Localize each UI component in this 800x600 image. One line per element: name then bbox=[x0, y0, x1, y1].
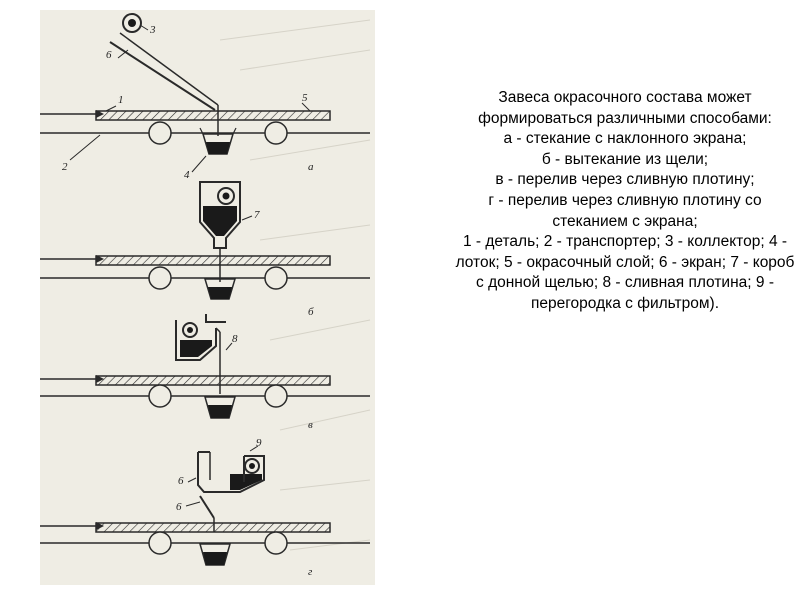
caption-method-a: а - стекание с наклонного экрана; bbox=[503, 130, 747, 148]
scheme-d bbox=[40, 437, 370, 578]
panel-label-b: б bbox=[308, 306, 314, 318]
num-9-label: 9 bbox=[256, 437, 262, 449]
paint-curtain-schemes bbox=[40, 10, 375, 585]
screen-d bbox=[200, 496, 214, 518]
num-6-lower-label: 6 bbox=[176, 501, 182, 513]
num-8-label: 8 bbox=[232, 333, 238, 345]
background-texture bbox=[220, 20, 370, 550]
caption-method-c: в - перелив через сливную плотину; bbox=[495, 171, 755, 189]
part-a bbox=[96, 111, 330, 120]
num-2-label: 2 bbox=[62, 161, 68, 173]
figure-caption bbox=[455, 88, 795, 315]
panel-label-a: а bbox=[308, 161, 314, 173]
scheme-a bbox=[40, 14, 370, 181]
scheme-figure bbox=[40, 10, 375, 585]
panel-label-d: г bbox=[308, 566, 313, 578]
panel-label-c: в bbox=[308, 419, 313, 431]
num-1-label: 1 bbox=[118, 94, 124, 106]
num-5-label: 5 bbox=[302, 92, 308, 104]
num-6-upper-label: 6 bbox=[178, 475, 184, 487]
num-3-label: 3 bbox=[150, 24, 156, 36]
caption-legend: 1 - деталь; 2 - транспортер; 3 - коллектор; 4 - лоток; 5 - окрасочный слой; 6 - экран; 7 - короб с донной щелью; 8 - сливная плотина; 9 - перегородка с фильтром). bbox=[455, 233, 795, 312]
part-c bbox=[96, 376, 330, 385]
part-b bbox=[96, 256, 330, 265]
num-7-label: 7 bbox=[254, 209, 260, 221]
caption-method-b: б - вытекание из щели; bbox=[541, 150, 709, 168]
part-d bbox=[96, 523, 330, 532]
num-4-label: 4 bbox=[184, 169, 190, 181]
num-6-label: 6 bbox=[106, 49, 112, 61]
scheme-c bbox=[40, 314, 370, 431]
caption-method-d: г - перелив через сливную плотину со стеканием с экрана; bbox=[488, 191, 762, 230]
scheme-b bbox=[40, 182, 370, 318]
caption-intro: Завеса окрасочного состава может формироваться различными способами: bbox=[478, 89, 772, 127]
